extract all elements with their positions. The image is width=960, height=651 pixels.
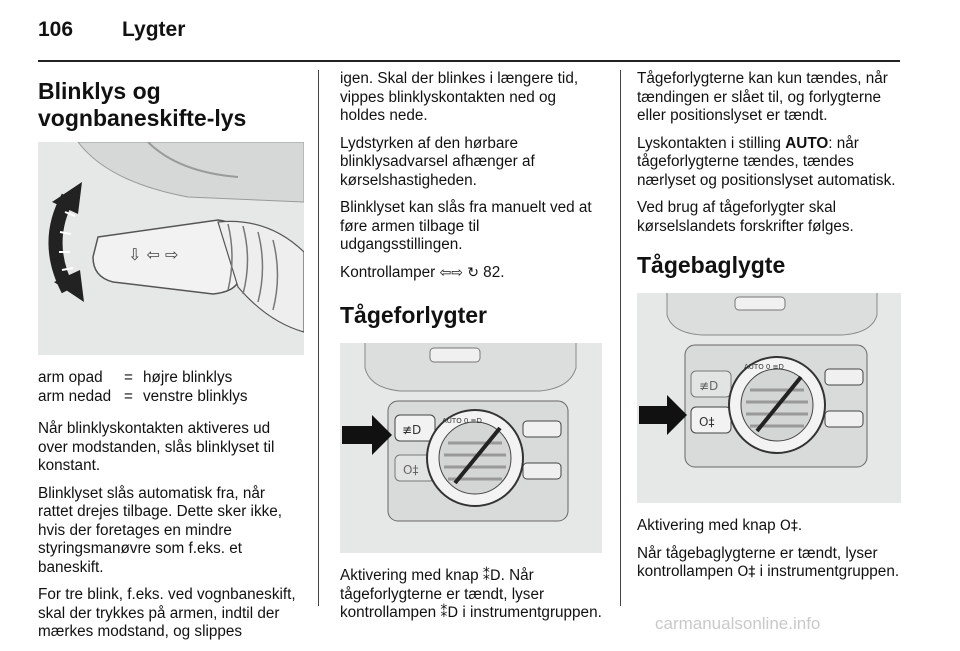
column-divider-2 [620,70,621,606]
column-divider-1 [318,70,319,606]
legend-row-up: arm opad = højre blinklys [38,369,233,386]
paragraph: igen. Skal der blinkes i længere tid, vippes blinklyskontakten ned og holdes nede. [340,70,579,124]
paragraph-auto: Lyskontakten i stilling AUTO: når tågeforlygterne tændes, tændes nærlyset og positionslyset automatisk. [637,134,896,189]
svg-text:≢D: ≢D [699,379,719,393]
paragraph: Blinklyset kan slås fra manuelt ved at føre armen tilbage til udgangsstillingen. [340,199,592,253]
paragraph: Når blinklyskontakten aktiveres ud over modstanden, slås blinklyset til konstant. [38,420,275,474]
watermark: carmanualsonline.info [655,614,821,633]
paragraph: Lydstyrken af den hørbare blinklysadvarsel afhænger af kørselshastigheden. [340,134,535,189]
fog-light-switch-illustration [340,343,602,553]
svg-text:AUTO 0 ≡D: AUTO 0 ≡D [442,417,482,425]
turn-signal-lever-illustration [38,142,304,355]
front-fog-light-icon: ⁑D [440,605,459,621]
page-number: 106 [38,18,74,41]
paragraph: Blinklyset slås automatisk fra, når rattet drejes tilbage. Dette sker ikke, hvis der foretages en mindre styringsmanøvre som f.eks. et baneskift. [38,484,283,576]
lever-legend [38,369,304,406]
column-3 [637,70,901,591]
page-reference-icon: ↻ [467,264,479,281]
fog-light-caption: Aktivering med knap ⁑D. Når tågeforlygterne er tændt, lyser kontrollampen ⁑D i instrumentgruppen. [340,567,602,621]
rear-light-switch-drawing [637,293,901,503]
running-title: Lygter [122,18,186,41]
paragraph: Tågeforlygterne kan kun tændes, når tændingen er slået til, og forlygterne eller positionslyset er tændt. [637,70,888,124]
svg-text:O‡: O‡ [403,463,419,477]
front-fog-light-icon: ⁑D [482,568,501,584]
turn-indicator-icon: ⇦⇨ [439,264,463,281]
rear-fog-light-switch-illustration [637,293,901,503]
section-title-rear-fog-light: Tågebaglygte [637,252,786,278]
section-title-turn-signals: Blinklys og vognbaneskifte-lys [38,78,247,131]
svg-text:O‡: O‡ [699,415,715,429]
auto-label: AUTO [785,134,829,152]
column-2 [340,70,602,632]
rear-fog-caption-1: Aktivering med knap O‡. [637,517,803,534]
svg-text:≢D: ≢D [402,423,422,437]
svg-text:⇩ ⇦ ⇨: ⇩ ⇦ ⇨ [128,245,179,264]
lever-drawing [38,142,304,355]
svg-text:AUTO 0 ≡D: AUTO 0 ≡D [744,363,784,371]
paragraph: Ved brug af tågeforlygter skal kørselslandets forskrifter følges. [637,199,854,235]
rear-fog-light-icon: O‡ [779,518,798,534]
header-rule [38,60,900,62]
rear-fog-light-icon: O‡ [737,564,756,580]
light-switch-drawing [340,343,602,553]
paragraph-indicator-ref: Kontrollamper ⇦⇨ ↻ 82. [340,263,505,281]
rear-fog-caption-2: Når tågebaglygterne er tændt, lyser kontrollampen O‡ i instrumentgruppen. [637,544,900,580]
column-1 [38,70,304,651]
paragraph: For tre blink, f.eks. ved vognbaneskift, skal der trykkes på armen, indtil der mærkes modstand, og slippes [38,586,296,640]
legend-row-down: arm nedad = venstre blinklys [38,387,248,405]
section-title-fog-lights: Tågeforlygter [340,302,487,328]
